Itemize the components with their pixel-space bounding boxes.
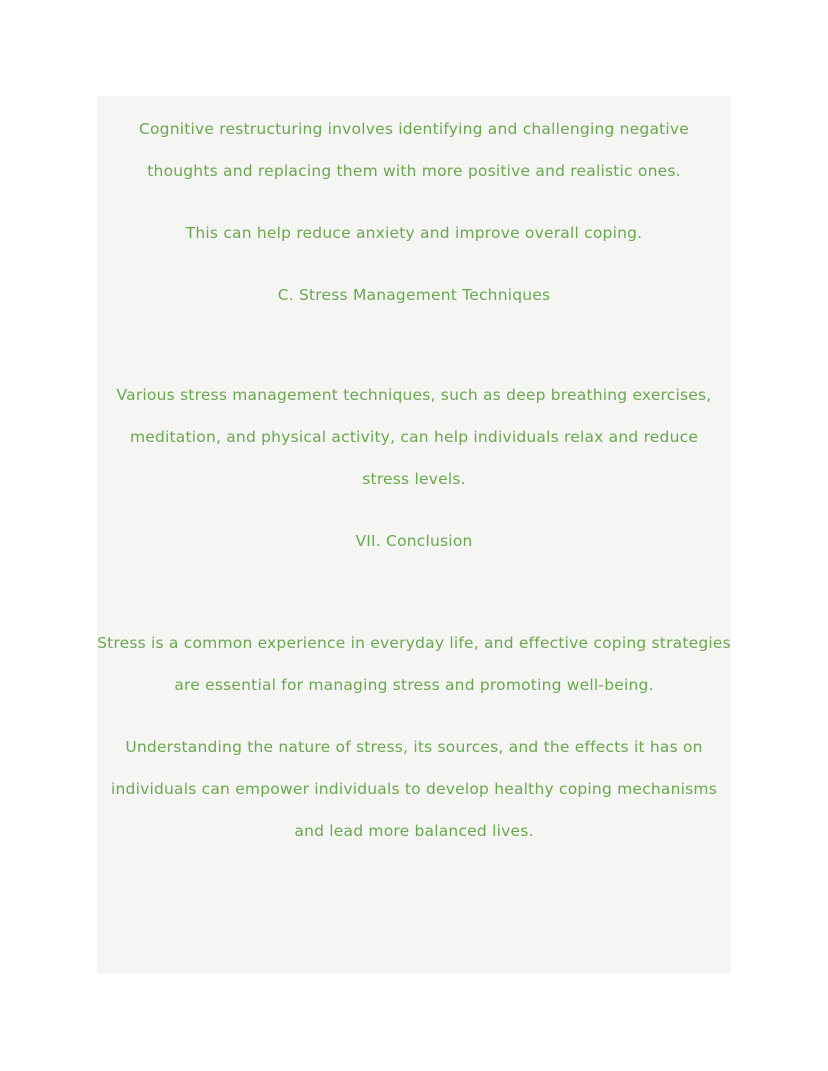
document-content-block xyxy=(97,96,731,974)
paragraph-spacer xyxy=(97,500,731,520)
block-top-padding xyxy=(97,96,731,108)
paragraph-spacer xyxy=(97,192,731,212)
paragraph-stress-management-methods: Various stress management techniques, such as deep breathing exercises, meditation, and physical activity, can help individuals relax and reduce stress levels. xyxy=(116,386,712,488)
section-spacer xyxy=(97,316,731,374)
paragraph-cognitive-restructuring: Cognitive restructuring involves identifying and challenging negative thoughts and replacing them with more positive and realistic ones. xyxy=(138,120,690,180)
paragraph-understanding-nature-of-stress: Understanding the nature of stress, its sources, and the effects it has on individuals can empower individuals to develop healthy coping mechanisms and lead more balanced lives. xyxy=(111,738,717,840)
block-bottom-padding xyxy=(97,852,731,872)
paragraph-spacer xyxy=(97,706,731,726)
paragraph-reduce-anxiety: This can help reduce anxiety and improve overall coping. xyxy=(185,224,643,242)
section-spacer xyxy=(97,562,731,622)
paragraph-spacer xyxy=(97,254,731,274)
heading-stress-management-techniques: C. Stress Management Techniques xyxy=(277,286,551,304)
paragraph-stress-common-experience: Stress is a common experience in everyday life, and effective coping strategies are essential for managing stress and promoting well-being. xyxy=(97,634,731,694)
heading-conclusion: VII. Conclusion xyxy=(355,532,473,550)
